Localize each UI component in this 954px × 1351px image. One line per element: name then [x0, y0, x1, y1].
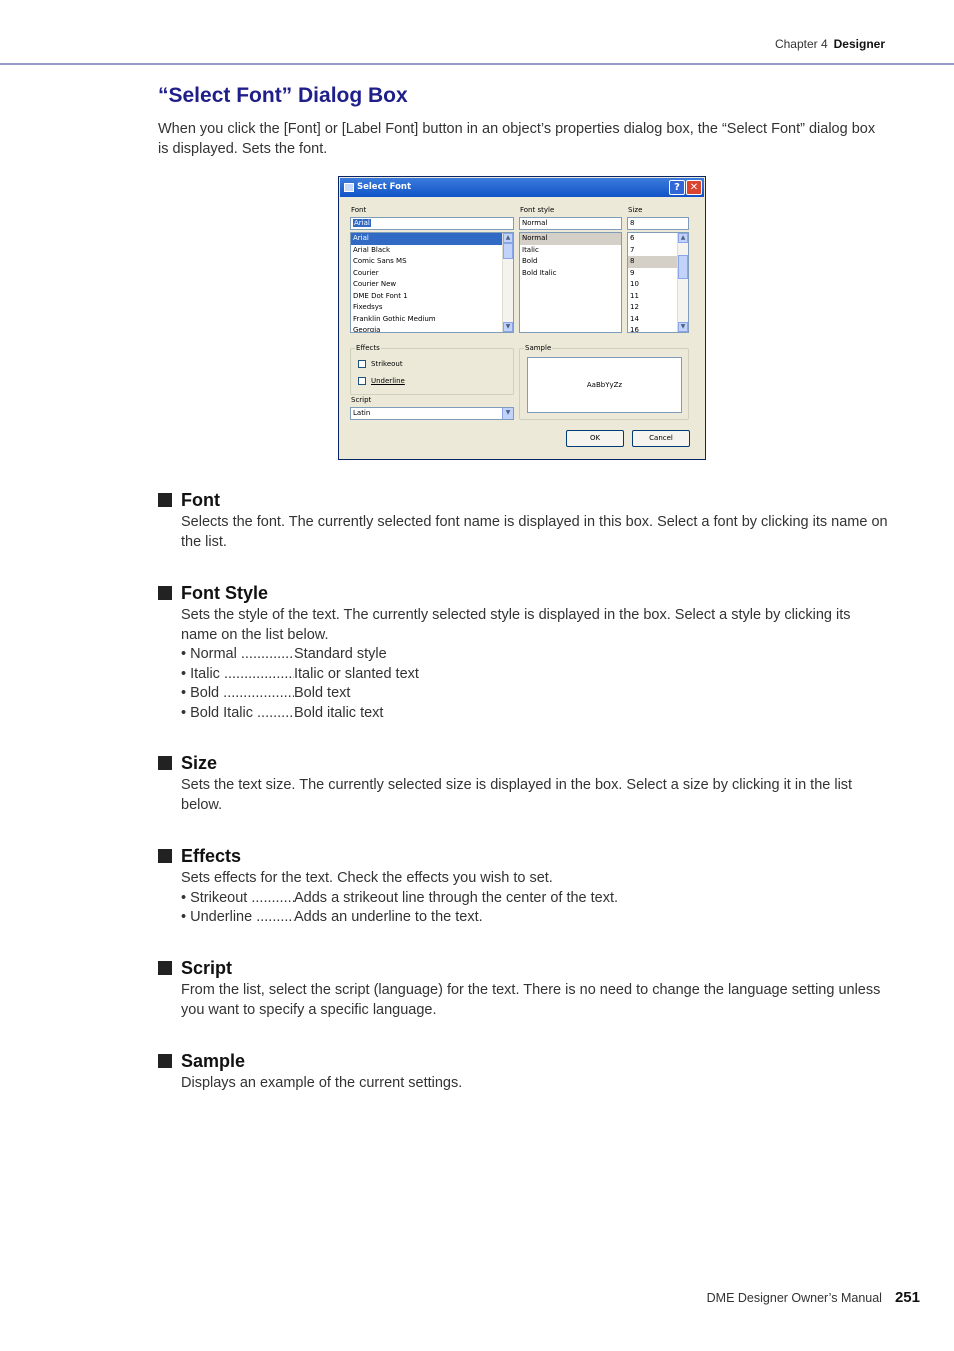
effects-group [350, 344, 514, 395]
scroll-up-icon[interactable]: ▲ [678, 233, 688, 243]
section-body: Sets the text size. The currently selected size is displayed in the box. Select a size by clicking it in the list below. [181, 777, 853, 813]
help-icon[interactable]: ? [669, 180, 685, 195]
style-list-item[interactable]: Italic [522, 245, 539, 254]
section-body: Displays an example of the current settings. [181, 1075, 463, 1091]
section-body: Selects the font. The currently selected font name is displayed in this box. Select a font by clicking its name on the list. [181, 514, 888, 550]
section-script [158, 957, 888, 1020]
section-heading: Font Style [158, 582, 888, 604]
sample-preview: AaBbYyZz [527, 357, 682, 413]
size-list-item[interactable]: 10 [630, 280, 639, 288]
font-list-item[interactable]: Courier New [353, 280, 397, 288]
header-rule [0, 63, 954, 65]
section-heading: Effects [158, 845, 888, 867]
bullet-square-icon [158, 756, 172, 770]
effects-label: Effects [356, 344, 380, 352]
select-font-dialog [338, 176, 706, 460]
bullet-square-icon [158, 586, 172, 600]
section-heading: Sample [158, 1050, 888, 1072]
size-list-item[interactable]: 12 [630, 303, 639, 311]
app-icon [344, 183, 354, 192]
bullet-square-icon [158, 493, 172, 507]
bullet-square-icon [158, 961, 172, 975]
font-list-item[interactable]: Arial [351, 233, 513, 245]
size-label: Size [628, 206, 643, 214]
script-select[interactable]: Latin ▼ [350, 407, 514, 420]
underline-checkbox[interactable] [358, 377, 366, 385]
chapter-title: Designer [833, 37, 885, 51]
section-heading: Font [158, 489, 888, 511]
font-list-item[interactable]: Georgia [353, 326, 381, 333]
style-list-item[interactable]: Normal [520, 233, 621, 245]
running-header [775, 37, 885, 51]
size-list[interactable] [627, 232, 689, 333]
size-list-item[interactable]: 14 [630, 314, 639, 323]
section-sample [158, 1050, 888, 1094]
section-font-style [158, 582, 888, 723]
size-list-item[interactable]: 11 [630, 291, 639, 300]
section-font [158, 489, 888, 552]
dialog-title: Select Font [357, 182, 412, 192]
section-heading: Script [158, 957, 888, 979]
scroll-down-icon[interactable]: ▼ [503, 322, 513, 332]
size-list-item[interactable]: 8 [628, 256, 688, 268]
page-title: “Select Font” Dialog Box [158, 84, 408, 107]
scroll-down-icon[interactable]: ▼ [678, 322, 688, 332]
section-text: Sets effects for the text. Check the effects you wish to set. [181, 870, 553, 886]
size-list-item[interactable]: 9 [630, 268, 635, 277]
size-list-scrollbar[interactable] [677, 233, 688, 332]
cancel-button[interactable]: Cancel [632, 430, 690, 447]
underline-label: Underline [371, 377, 405, 385]
font-list[interactable] [350, 232, 514, 333]
style-list[interactable] [519, 232, 622, 333]
font-label: Font [351, 206, 367, 214]
size-input[interactable]: 8 [627, 217, 689, 230]
section-heading: Size [158, 752, 888, 774]
page-number: 251 [894, 1289, 920, 1306]
scroll-thumb[interactable] [678, 255, 688, 279]
font-list-item[interactable]: Comic Sans MS [353, 257, 407, 265]
sample-label: Sample [525, 344, 552, 352]
strikeout-label: Strikeout [371, 360, 403, 368]
strikeout-checkbox[interactable] [358, 360, 366, 368]
section-body: From the list, select the script (language) for the text. There is no need to change the language setting unless you want to specify a specific language. [181, 982, 881, 1018]
bullet-square-icon [158, 1054, 172, 1068]
style-list-item[interactable]: Bold Italic [522, 268, 557, 277]
sample-group [519, 344, 689, 420]
font-list-item[interactable]: Courier [353, 268, 379, 277]
close-icon[interactable]: ✕ [686, 180, 702, 195]
size-list-item[interactable]: 6 [630, 234, 635, 242]
definition-item: • Strikeout ..... Adds a strikeout line through the center of the text. [181, 889, 888, 909]
intro-paragraph: When you click the [Font] or [Label Font] button in an object’s properties dialog box, the “Select Font” dialog box is displayed. Sets the font. [158, 121, 876, 157]
section-effects [158, 845, 888, 928]
bullet-square-icon [158, 849, 172, 863]
style-list-item[interactable]: Bold [522, 257, 538, 265]
scroll-up-icon[interactable]: ▲ [503, 233, 513, 243]
size-list-item[interactable]: 16 [630, 326, 639, 333]
script-label: Script [351, 396, 372, 404]
manual-title: DME Designer Owner’s Manual [706, 1291, 882, 1305]
section-body [181, 869, 888, 928]
size-list-item[interactable]: 7 [630, 245, 635, 254]
style-input[interactable]: Normal [519, 217, 622, 230]
page-footer [707, 1289, 920, 1306]
style-label: Font style [520, 206, 555, 214]
chevron-down-icon[interactable]: ▼ [502, 408, 513, 419]
ok-button[interactable]: OK [566, 430, 624, 447]
scroll-thumb[interactable] [503, 243, 513, 259]
section-text: Sets the style of the text. The currently selected style is displayed in the box. Select a style by clicking its name on the list below. [181, 607, 851, 643]
font-list-item[interactable]: DME Dot Font 1 [353, 291, 408, 300]
section-body [181, 606, 888, 723]
definition-item: • Underline ..... Adds an underline to the text. [181, 908, 888, 928]
chapter-label: Chapter 4 [774, 37, 828, 51]
font-input[interactable]: Arial [350, 217, 514, 230]
font-list-item[interactable]: Fixedsys [353, 303, 383, 311]
definition-list [181, 645, 888, 723]
font-list-item[interactable]: Arial Black [353, 245, 391, 254]
font-list-scrollbar[interactable] [502, 233, 513, 332]
section-size [158, 752, 888, 815]
definition-item: • Italic ..... Italic or slanted text [181, 665, 888, 685]
definition-item: • Bold Italic ..... Bold italic text [181, 704, 888, 724]
definition-item: • Normal ..... Standard style [181, 645, 888, 665]
dialog-title-bar [340, 178, 704, 197]
font-list-item[interactable]: Franklin Gothic Medium [353, 314, 436, 323]
definition-item: • Bold ..... Bold text [181, 684, 888, 704]
